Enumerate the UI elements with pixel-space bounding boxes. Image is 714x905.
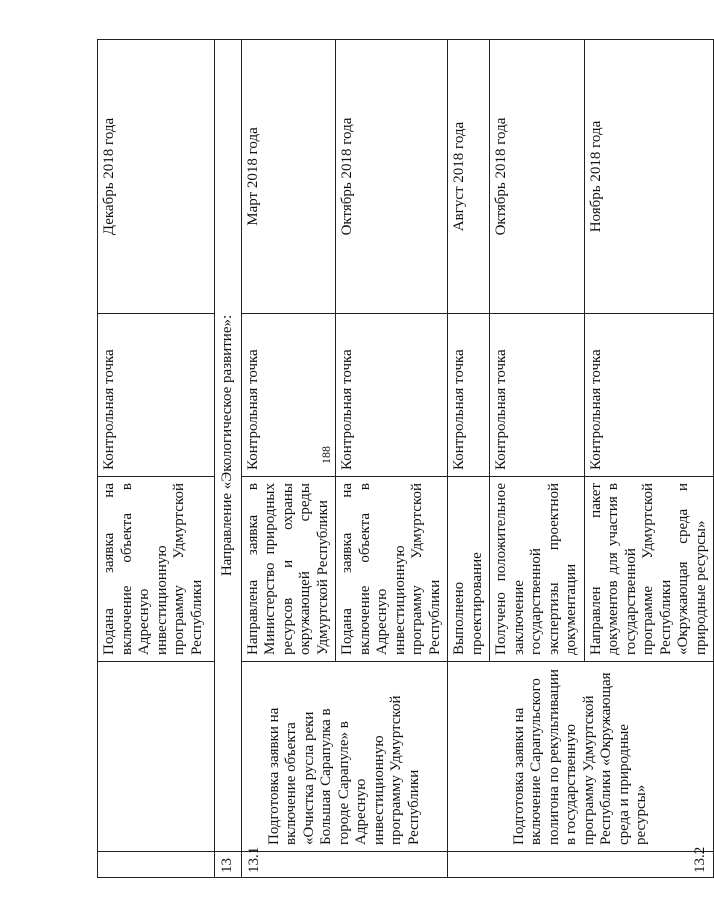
rotated-table-container [97,40,709,878]
page-number-text: 188 [319,446,333,464]
section-number: 13 [215,852,242,878]
cell-task: Подготовка заявки на включение объекта «Очистка русла реки Большая Сарапулка в городе Сарапуле» в Адресную инвестиционную программу Удмуртской Республики [241,662,448,852]
cell-date: Октябрь 2018 года [490,40,585,314]
table-row [98,40,215,878]
cell-num: 13.2 [448,852,714,878]
cell-type: Контрольная точка [336,314,448,477]
table-row [448,40,490,878]
cell-event: Направлен пакет документов для участия в государственной программе Удмуртской Республики «Окружающая среда и природные ресурсы» [584,477,714,662]
cell-type: Контрольная точка [448,314,490,477]
section-row [215,40,242,878]
cell-type: Контрольная точка [98,314,215,477]
cell-type: Контрольная точка [241,314,336,477]
cell-event: Выполнено проектирование [448,477,490,662]
cell-event: Подана заявка на включение объекта в Адресную инвестиционную программу Удмуртской Республики [98,477,215,662]
cell-date: Октябрь 2018 года [336,40,448,314]
cell-event: Подана заявка на включение объекта в Адресную инвестиционную программу Удмуртской Республики [336,477,448,662]
cell-task: Подготовка заявки на включение Сарапульского полигона по рекультивации в государственную программу Удмуртской Республики «Окружающая среда и природные ресурсы» [448,662,714,852]
cell-event: Направлена заявка в Министерство природных ресурсов и охраны окружающей среды Удмуртской Республики [241,477,336,662]
cell-event: Получено положительное заключение государственной экспертизы проектной документации [490,477,585,662]
cell-date: Март 2018 года [241,40,336,314]
section-title: Направление «Экологическое развитие»: [215,40,242,852]
table-row [241,40,336,878]
cell-type: Контрольная точка [584,314,714,477]
cell-date: Ноябрь 2018 года [584,40,714,314]
cell-num [98,852,215,878]
cell-date: Август 2018 года [448,40,490,314]
cell-task [98,662,215,852]
plan-table [97,39,714,878]
cell-num: 13.1 [241,852,448,878]
cell-type: Контрольная точка [490,314,585,477]
cell-date: Декабрь 2018 года [98,40,215,314]
